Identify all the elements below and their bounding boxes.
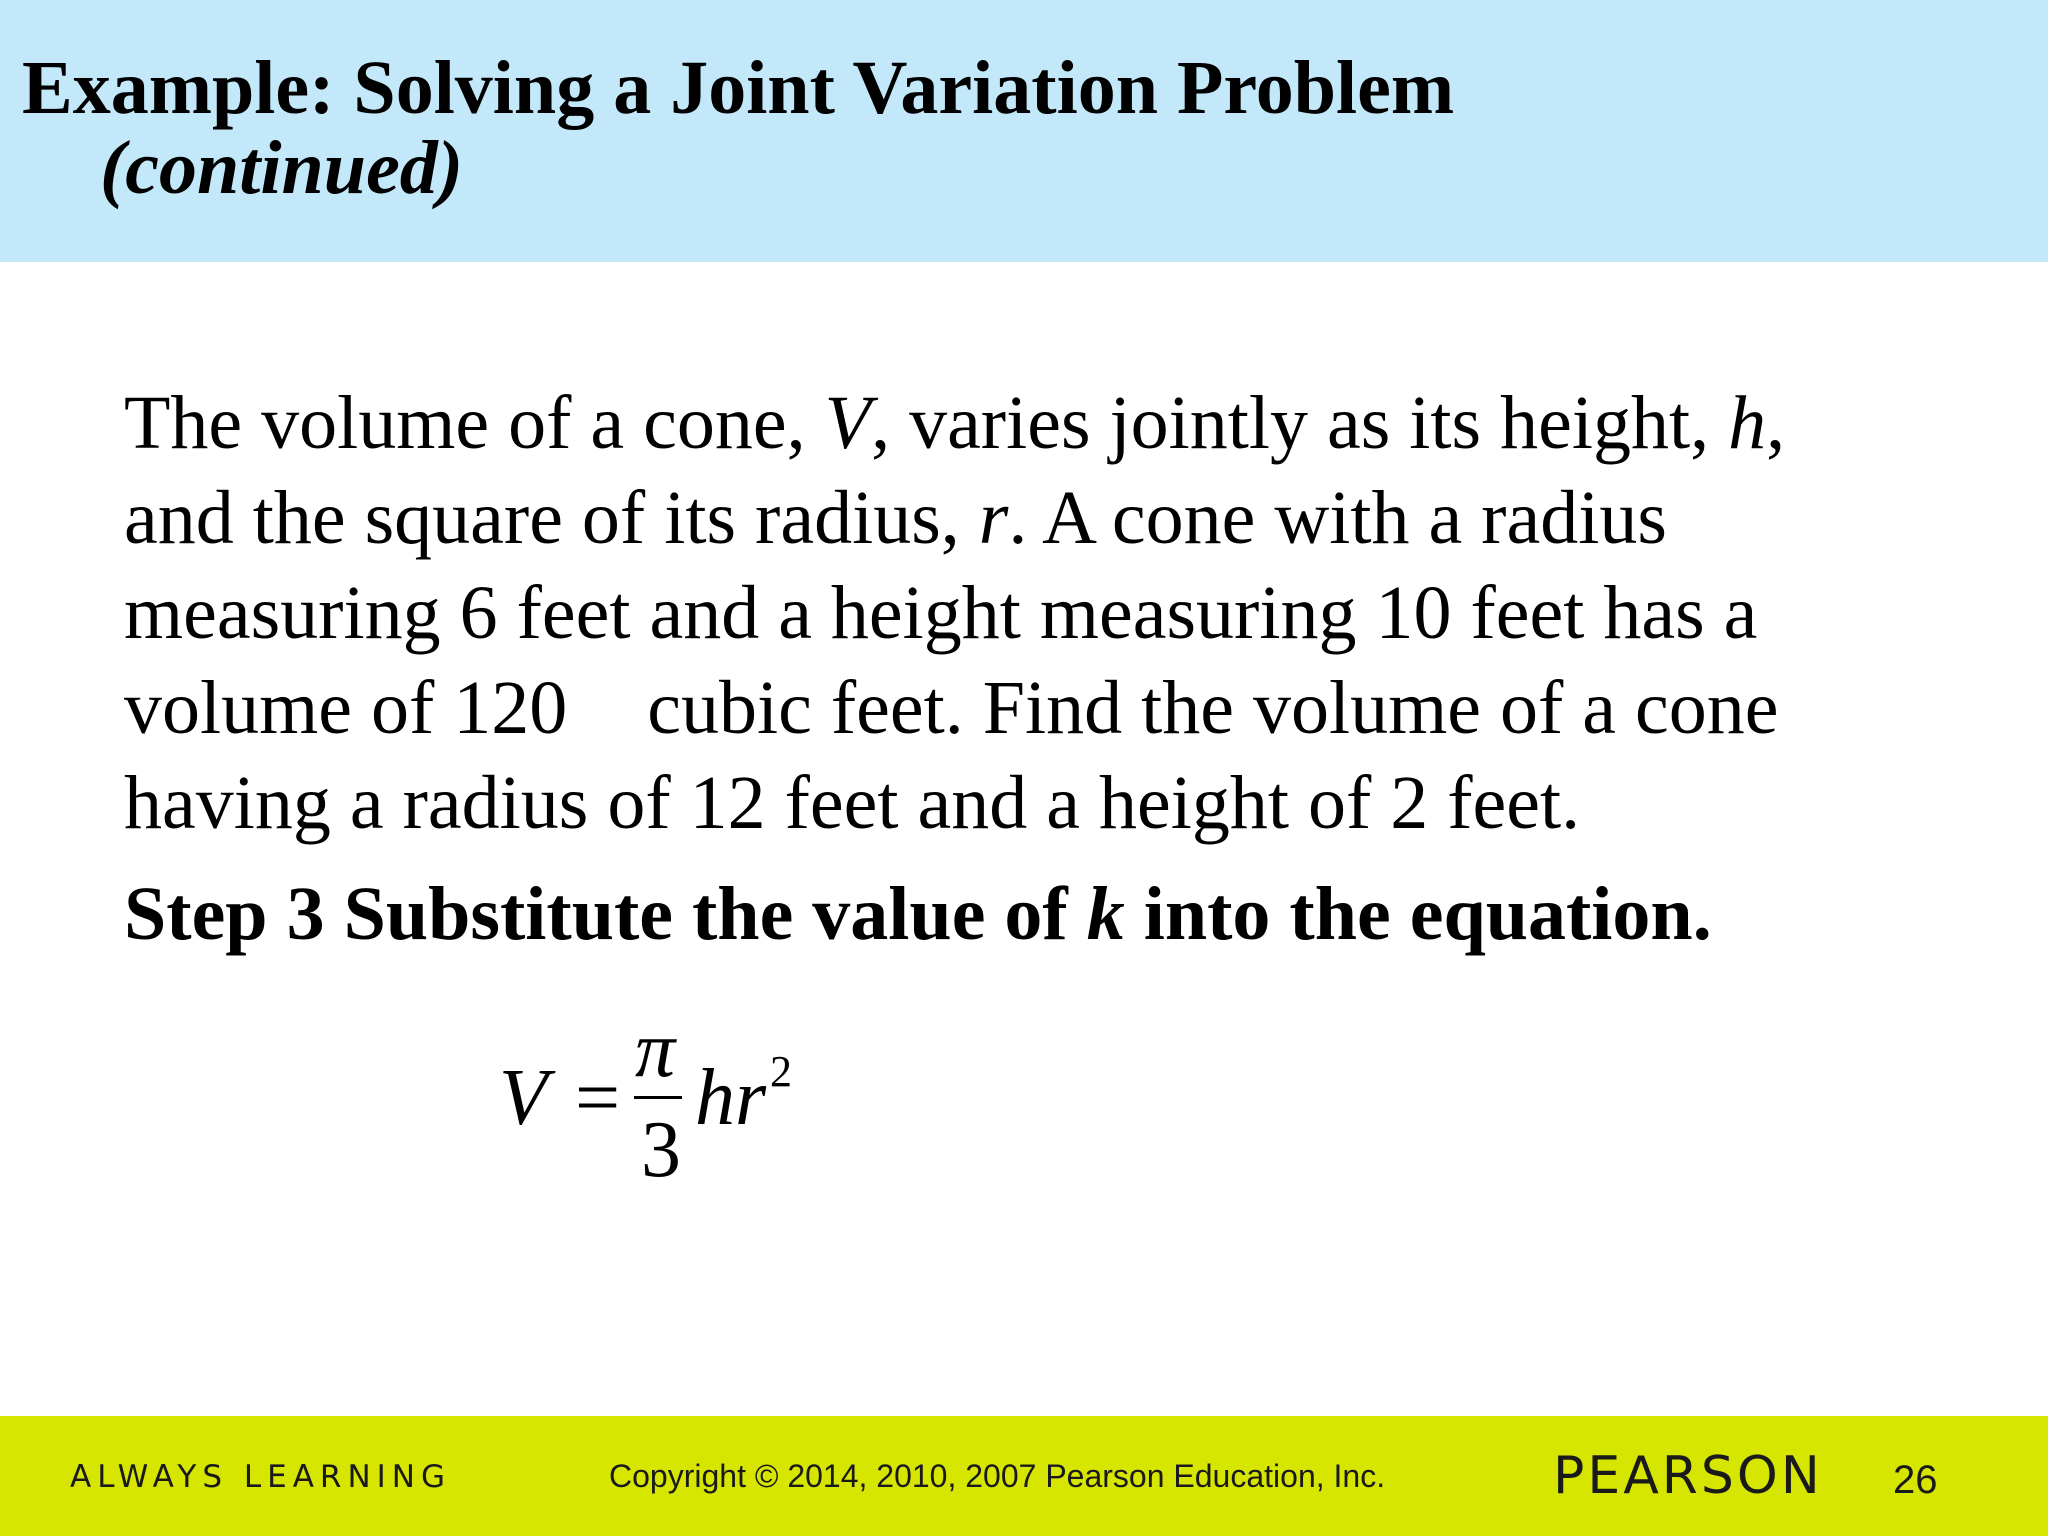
problem-statement: [124, 376, 1785, 851]
text-segment: and the square of its radius,: [124, 476, 979, 560]
variable-k: k: [1086, 872, 1125, 956]
footer-tagline: ALWAYS LEARNING: [70, 1459, 452, 1495]
volume-equation: [495, 1006, 835, 1194]
problem-line-3: measuring 6 feet and a height measuring 10 feet has a: [124, 571, 1758, 655]
variable-r: r: [978, 476, 1009, 560]
equals-sign: =: [575, 1054, 621, 1142]
fraction-bar: [634, 1096, 682, 1099]
text-segment: volume of 120: [124, 666, 568, 750]
slide-subtitle: (continued): [100, 126, 464, 210]
slide-header: [0, 0, 2048, 262]
step-text: Step 3 Substitute the value of: [124, 872, 1087, 956]
equation-variables: hr: [695, 1054, 767, 1142]
text-segment: The volume of a cone,: [124, 381, 825, 465]
fraction-denominator: 3: [641, 1106, 681, 1194]
slide-title: Example: Solving a Joint Variation Problem: [22, 46, 1455, 130]
footer-copyright: Copyright © 2014, 2010, 2007 Pearson Education, Inc.: [609, 1458, 1386, 1494]
text-segment: ,: [1766, 381, 1786, 465]
text-segment: , varies jointly as its height,: [871, 381, 1729, 465]
equation-lhs: V: [499, 1054, 548, 1142]
problem-line-4: [124, 661, 1785, 756]
text-segment: . A cone with a radius: [1008, 476, 1667, 560]
text-segment: cubic feet. Find the volume of a cone: [647, 666, 1779, 750]
problem-line-5: having a radius of 12 feet and a height of 2 feet.: [124, 761, 1581, 845]
problem-line-1: [124, 376, 1785, 471]
exponent: 2: [770, 1047, 792, 1096]
problem-line-2: [124, 471, 1785, 566]
fraction-numerator: π: [635, 1006, 676, 1094]
pearson-logo: PEARSON: [1553, 1446, 1823, 1506]
step-text: into the equation.: [1124, 872, 1712, 956]
variable-h: h: [1728, 381, 1767, 465]
variable-V: V: [824, 381, 872, 465]
slide-footer: [0, 1416, 2048, 1536]
page-number: 26: [1893, 1458, 1938, 1502]
step-instruction: [124, 872, 1712, 956]
